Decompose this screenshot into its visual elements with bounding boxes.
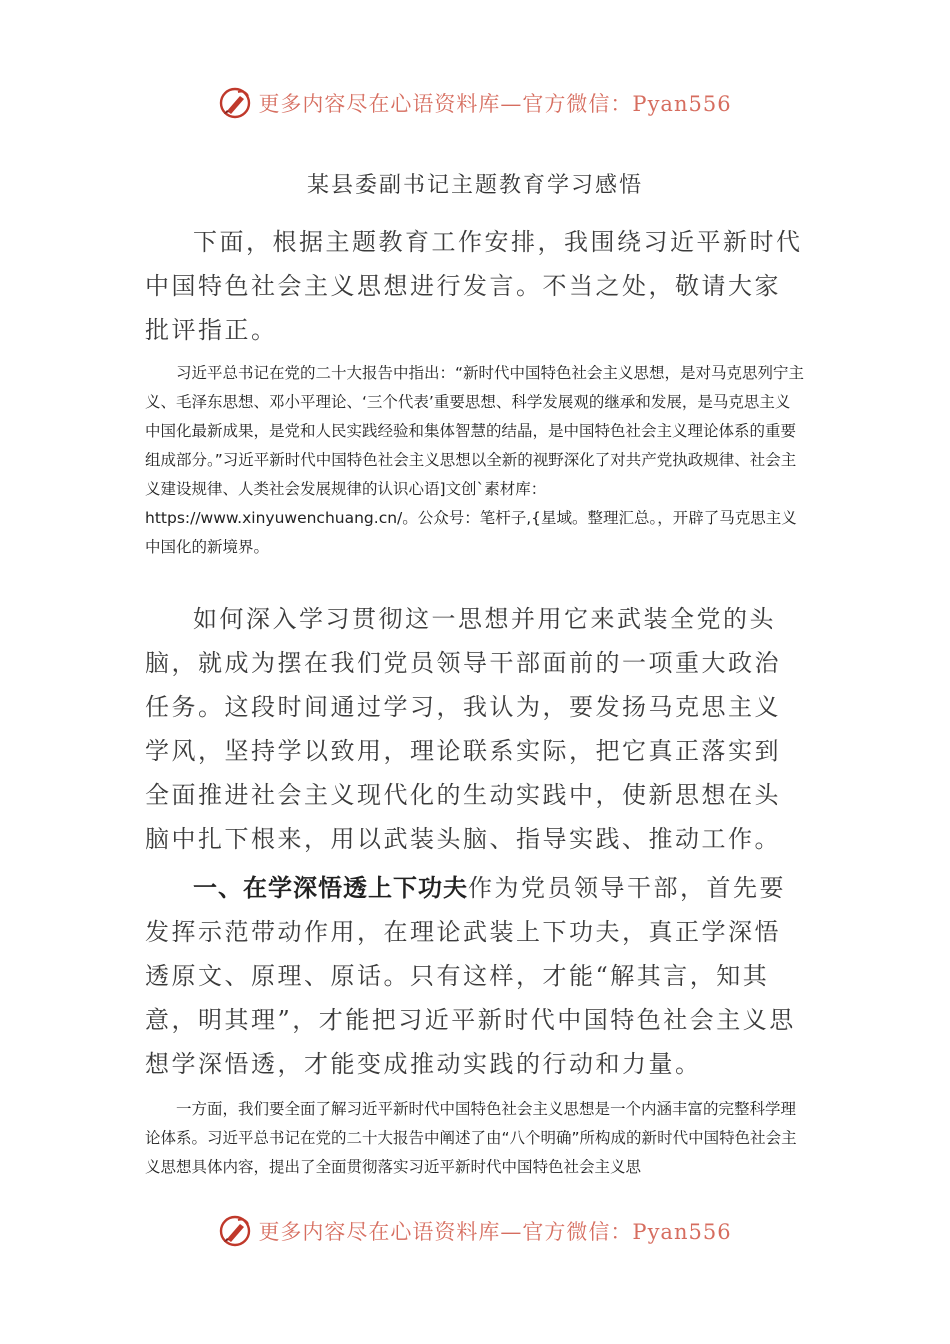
document-title: 某县委副书记主题教育学习感悟	[306, 173, 643, 198]
fountain-pen-circle-logo-icon	[218, 1214, 252, 1248]
watermark-banner-top	[0, 78, 950, 128]
section-one-body: 作为党员领导干部，首先要发挥示范带动作用，在理论武装上下功夫，真正学深悟透原文、原理、原话。只有这样，才能“解其言，知其意，明其理”，才能把习近平新时代中国特色社会主义思想学深悟透，才能变成推动实践的行动和力量。	[145, 874, 796, 1078]
paragraph-quote: 习近平总书记在党的二十大报告中指出：“新时代中国特色社会主义思想，是对马克思列宁主义、毛泽东思想、邓小平理论、‘三个代表’重要思想、科学发展观的继承和发展，是马克思主义中国化最新成果，是党和人民实践经验和集体智慧的结晶，是中国特色社会主义理论体系的重要组成部分。”习近平新时代中国特色社会主义思想以全新的视野深化了对共产党执政规律、社会主义建设规律、人类社会发展规律的认识心语]文创`素材库：https://www.xinyuwenchuang.cn/。公众号：笔杆子,{星域。整理汇总。，开辟了马克思主义中国化的新境界。	[145, 364, 805, 556]
watermark-banner-bottom	[0, 1206, 950, 1256]
watermark-text: 更多内容尽在心语资料库—官方微信：Pyan556	[258, 92, 732, 116]
fountain-pen-circle-logo-icon	[218, 86, 252, 120]
section-one-paragraph	[145, 866, 805, 1086]
paragraph-how-to-study: 如何深入学习贯彻这一思想并用它来武装全党的头脑，就成为摆在我们党员领导干部面前的一项重大政治任务。这段时间通过学习，我认为，要发扬马克思主义学风，坚持学以致用，理论联系实际，把它真正落实到全面推进社会主义现代化的生动实践中，使新思想在头脑中扎下根来，用以武装头脑、指导实践、推动工作。	[145, 605, 781, 853]
paragraph-one-aspect: 一方面，我们要全面了解习近平新时代中国特色社会主义思想是一个内涵丰富的完整科学理论体系。习近平总书记在党的二十大报告中阐述了由“八个明确”所构成的新时代中国特色社会主义思想具体内容，提出了全面贯彻落实习近平新时代中国特色社会主义思	[145, 1100, 797, 1176]
watermark-text: 更多内容尽在心语资料库—官方微信：Pyan556	[258, 1220, 732, 1244]
section-one-heading: 一、在学深悟透上下功夫	[193, 874, 468, 902]
paragraph-intro: 下面，根据主题教育工作安排，我围绕习近平新时代中国特色社会主义思想进行发言。不当之处，敬请大家批评指正。	[145, 228, 803, 344]
